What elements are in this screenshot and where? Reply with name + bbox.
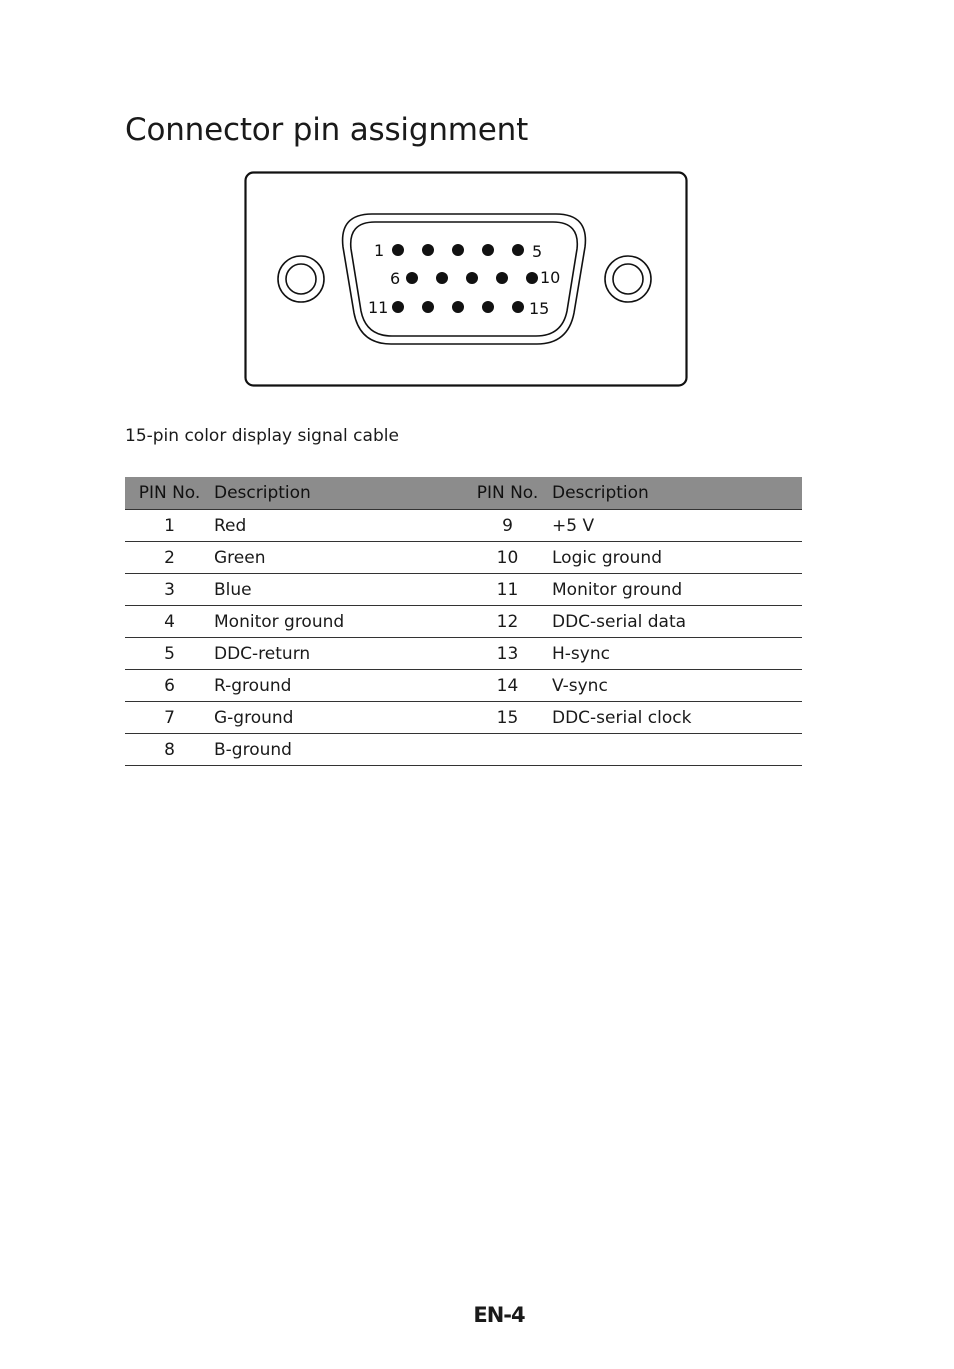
table-row	[125, 638, 802, 670]
pin-description: Green	[214, 542, 463, 574]
pin-6	[406, 272, 418, 284]
pin-13	[452, 301, 464, 313]
table-header-row	[125, 477, 802, 510]
pin-assignment-table	[125, 477, 802, 766]
pin-number: 1	[125, 510, 214, 542]
pin-number: 10	[463, 542, 552, 574]
table-row	[125, 542, 802, 574]
pin-9	[496, 272, 508, 284]
header-pin-no-2: PIN No.	[463, 477, 552, 510]
pin-label-15: 15	[529, 299, 550, 318]
pin-label-1: 1	[374, 241, 385, 260]
header-pin-no: PIN No.	[125, 477, 214, 510]
pin-5	[512, 244, 524, 256]
pin-number: 7	[125, 702, 214, 734]
pin-label-6: 6	[390, 269, 401, 288]
pin-4	[482, 244, 494, 256]
right-screw-inner	[613, 264, 643, 294]
page-number: EN-4	[473, 1303, 525, 1327]
pin-14	[482, 301, 494, 313]
pin-10	[526, 272, 538, 284]
pin-label-10: 10	[540, 268, 561, 287]
pin-description: Blue	[214, 574, 463, 606]
pin-description: R-ground	[214, 670, 463, 702]
table-row	[125, 702, 802, 734]
pin-12	[422, 301, 434, 313]
pin-description: H-sync	[552, 638, 802, 670]
figure-caption: 15-pin color display signal cable	[125, 426, 399, 446]
pin-description: DDC-return	[214, 638, 463, 670]
pin-number: 2	[125, 542, 214, 574]
pin-label-11: 11	[368, 298, 389, 317]
table-row	[125, 574, 802, 606]
pin-number: 8	[125, 734, 214, 766]
left-screw-inner	[286, 264, 316, 294]
pin-7	[436, 272, 448, 284]
pin-description: DDC-serial clock	[552, 702, 802, 734]
header-description: Description	[214, 477, 463, 510]
pin-number: 12	[463, 606, 552, 638]
vga-connector-diagram	[244, 171, 688, 387]
pin-number: 13	[463, 638, 552, 670]
pin-11	[392, 301, 404, 313]
pin-description: Monitor ground	[214, 606, 463, 638]
pin-description: +5 V	[552, 510, 802, 542]
table-row	[125, 670, 802, 702]
pin-number: 5	[125, 638, 214, 670]
pin-description: Red	[214, 510, 463, 542]
pin-description: G-ground	[214, 702, 463, 734]
page-title: Connector pin assignment	[125, 112, 529, 148]
pin-description: Monitor ground	[552, 574, 802, 606]
pin-15	[512, 301, 524, 313]
pin-description	[552, 734, 802, 766]
pin-2	[422, 244, 434, 256]
pin-number: 6	[125, 670, 214, 702]
connector-outline	[246, 173, 687, 386]
pin-number: 11	[463, 574, 552, 606]
pin-3	[452, 244, 464, 256]
pin-number: 4	[125, 606, 214, 638]
pin-1	[392, 244, 404, 256]
table-row	[125, 606, 802, 638]
pin-number	[463, 734, 552, 766]
pin-label-5: 5	[532, 242, 543, 261]
pin-number: 9	[463, 510, 552, 542]
pin-description: Logic ground	[552, 542, 802, 574]
right-screw-outer	[605, 256, 651, 302]
pin-number: 14	[463, 670, 552, 702]
pin-description: V-sync	[552, 670, 802, 702]
left-screw-outer	[278, 256, 324, 302]
pin-8	[466, 272, 478, 284]
pin-number: 15	[463, 702, 552, 734]
table-row	[125, 734, 802, 766]
header-description-2: Description	[552, 477, 802, 510]
pin-description: B-ground	[214, 734, 463, 766]
pin-number: 3	[125, 574, 214, 606]
table-row	[125, 510, 802, 542]
pin-description: DDC-serial data	[552, 606, 802, 638]
